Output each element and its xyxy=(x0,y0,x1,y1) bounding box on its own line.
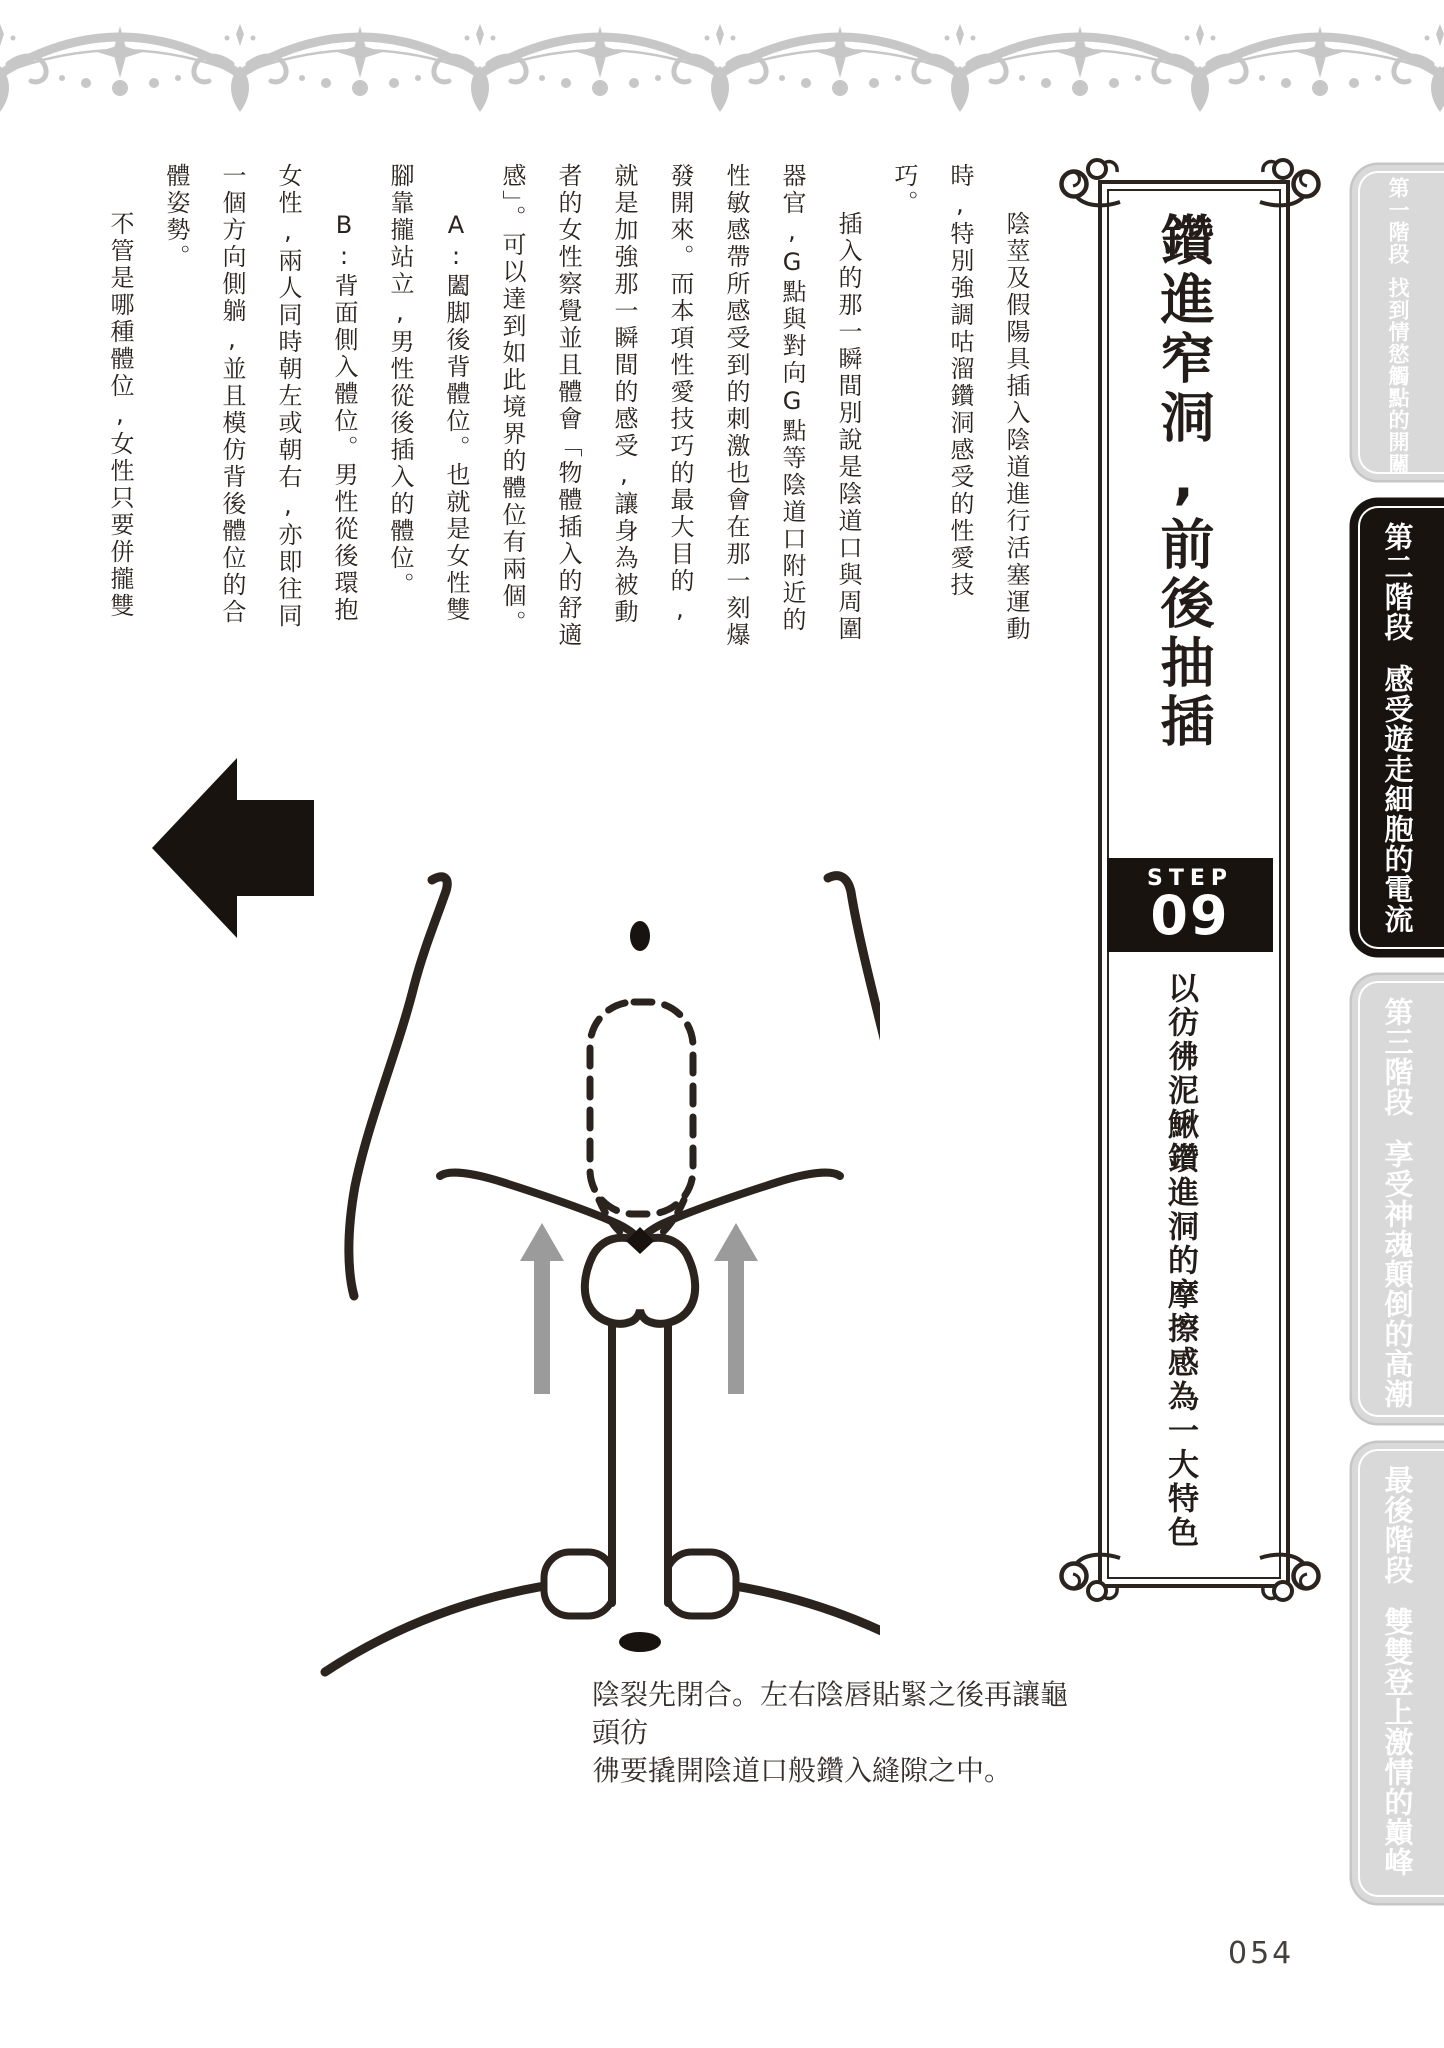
caption-line: 彿要撬開陰道口般鑽入縫隙之中。 xyxy=(592,1754,1013,1787)
tab-title-label: 享受神魂顛倒的高潮 xyxy=(1380,1139,1415,1409)
step-subtitle: 以彷彿泥鰍鑽進洞的摩擦感為一大特色 xyxy=(1162,972,1198,1550)
tab-title-label: 雙雙登上激情的巔峰 xyxy=(1380,1607,1415,1877)
corner-swirl-icon xyxy=(1050,1542,1122,1602)
corner-swirl-icon xyxy=(1050,158,1122,218)
navel-dot xyxy=(630,921,650,951)
tab-title-label: 找到情慾觸點的開關 xyxy=(1386,277,1410,475)
page-number: 054 xyxy=(1228,1936,1295,1971)
hip-line-right xyxy=(828,876,880,1388)
stage-tab-2-active xyxy=(1352,500,1444,955)
tab-stage-label: 第三階段 xyxy=(1380,997,1415,1117)
stage-tab-1 xyxy=(1352,165,1444,480)
anatomy-diagram xyxy=(140,630,880,1690)
corner-swirl-icon xyxy=(1258,158,1330,218)
figure-caption xyxy=(592,1676,1072,1790)
paragraph: A:闔脚後背體位。也就是女性雙腳靠攏站立,男性從後插入的體位。 xyxy=(386,163,470,624)
tab-stage-label: 第一階段 xyxy=(1386,177,1410,265)
left-direction-arrow-icon xyxy=(152,758,314,938)
vaginal-canal-dashed-outline xyxy=(590,1002,693,1214)
tab-stage-label: 最後階段 xyxy=(1380,1465,1415,1585)
testicle-outline-left xyxy=(544,1552,614,1616)
body-text xyxy=(106,163,1044,650)
paragraph: 不管是哪種體位,女性只要併攏雙 xyxy=(106,211,134,620)
paragraph: 陰莖及假陽具插入陰道進行活塞運動時,特別強調咕溜鑽洞感受的性愛技巧。 xyxy=(890,163,1030,643)
paragraph: 插入的那一瞬間別說是陰道口與周圍器官,G點與對向G點等陰道口附近的性敏感帶所感受到的刺激也會在那一刻爆發開來。而本項性愛技巧的最大目的,就是加強那一瞬間的感受,讓身為被動者的女性察覺並且體會「物體插入的舒適感」。可以達到如此境界的體位有兩個。 xyxy=(498,163,862,649)
anus-dot xyxy=(619,1632,661,1652)
step-badge xyxy=(1107,858,1273,952)
lace-border-ornament xyxy=(0,16,1444,116)
paragraph: B:背面側入體位。男性從後環抱女性,兩人同時朝左或朝右,亦即往同一個方向側躺,並且模仿背後體位的合體姿勢。 xyxy=(162,163,358,630)
testicle-outline-right xyxy=(666,1552,736,1616)
hip-line-left xyxy=(349,877,447,1296)
tab-title-label: 感受遊走細胞的電流 xyxy=(1380,664,1415,934)
tab-stage-label: 第二階段 xyxy=(1380,522,1415,642)
thrust-arrow-up-icon xyxy=(714,1223,758,1394)
caption-line: 陰裂先閉合。左右陰唇貼緊之後再讓龜頭彷 xyxy=(592,1678,1069,1749)
thrust-arrow-up-icon xyxy=(520,1223,564,1394)
step-label: STEP xyxy=(1146,866,1233,892)
step-number: 09 xyxy=(1150,884,1230,948)
stage-tab-4 xyxy=(1352,1443,1444,1903)
stage-tab-3 xyxy=(1352,975,1444,1423)
corner-swirl-icon xyxy=(1258,1542,1330,1602)
page-title: 鑽進窄洞,前後抽插 xyxy=(1152,212,1215,752)
